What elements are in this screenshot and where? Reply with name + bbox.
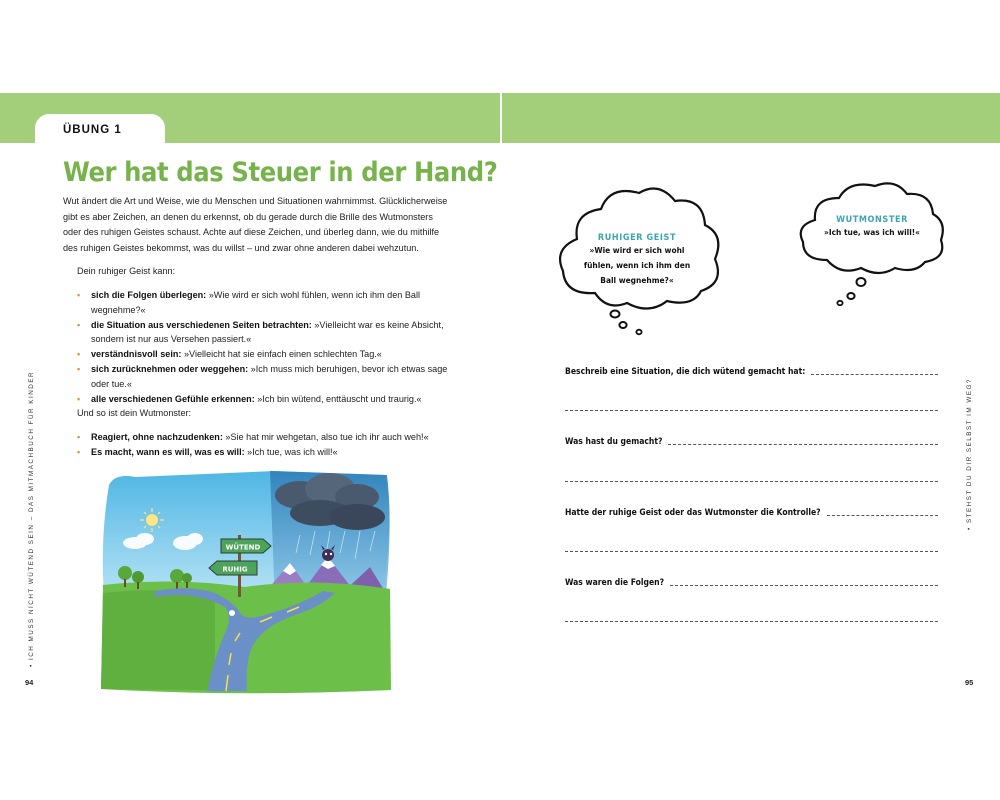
- calm-cloud-line: »Wie wird er sich wohl: [589, 245, 685, 255]
- list-item: • Es macht, wann es will, was es will: »Ich tue, was ich will!«: [77, 447, 338, 457]
- question-label: Hatte der ruhige Geist oder das Wutmonster die Kontrolle?: [565, 508, 821, 518]
- svg-text:RUHIG: RUHIG: [222, 565, 248, 574]
- question-row: [565, 508, 938, 518]
- answer-line[interactable]: [565, 621, 938, 622]
- monster-cloud-text: [807, 215, 937, 240]
- left-running-head: • ICH MUSS NICHT WÜTEND SEIN – DAS MITMACHBUCH FÜR KINDER: [28, 370, 35, 667]
- question-label: Was hast du gemacht?: [565, 437, 663, 447]
- answer-line[interactable]: [565, 481, 938, 482]
- right-running-head: • STEHST DU DIR SELBST IM WEG?: [966, 378, 973, 530]
- monster-intro: Und so ist dein Wutmonster:: [77, 408, 192, 418]
- list-item: • die Situation aus verschiedenen Seiten betrachten: »Vielleicht war es keine Absicht, sondern ist nur aus Versehen passiert.«: [77, 319, 444, 344]
- answer-line[interactable]: [565, 551, 938, 552]
- calm-list: [63, 288, 453, 407]
- calm-intro: Dein ruhiger Geist kann:: [77, 266, 176, 276]
- list-item: • alle verschiedenen Gefühle erkennen: »Ich bin wütend, enttäuscht und traurig.«: [77, 393, 422, 404]
- header-band-right: [502, 93, 1000, 143]
- answer-line[interactable]: [670, 584, 938, 586]
- monster-thought-cloud: [797, 180, 947, 306]
- question-label: Beschreib eine Situation, die dich wütend gemacht hat:: [565, 367, 806, 377]
- answer-line[interactable]: [811, 373, 938, 375]
- list-item: • sich zurücknehmen oder weggehen: »Ich muss mich beruhigen, bevor ich etwas sage oder tue.«: [77, 364, 448, 389]
- monster-list: [63, 430, 453, 460]
- answer-line[interactable]: [668, 443, 938, 445]
- question-row: [565, 578, 938, 588]
- svg-text:WÜTEND: WÜTEND: [225, 543, 261, 552]
- answer-line[interactable]: [827, 514, 938, 516]
- monster-cloud-line: »Ich tue, was ich will!«: [824, 227, 920, 237]
- sun-icon: [146, 514, 158, 526]
- page-title: Wer hat das Steuer in der Hand?: [63, 157, 498, 188]
- answer-line[interactable]: [565, 410, 938, 411]
- intro-paragraph: Wut ändert die Art und Weise, wie du Menschen und Situationen wahrnimmst. Glücklicherweise gibt es aber Zeichen, an denen du erkennst, ob du gerade durch die Brille des Wutmonsters oder des ruhigen Geistes schaust. Achte auf diese Zeichen, und überleg dann, wie du mithilfe des ruhigen Geistes bekommst, was du willst – und zwar ohne anderen dabei wehzutun.: [63, 196, 448, 253]
- left-page-number: 94: [25, 678, 34, 687]
- list-item: • Reagiert, ohne nachzudenken: »Sie hat mir wehgetan, also tue ich ihr auch weh!«: [77, 432, 429, 442]
- question-row: [565, 367, 938, 377]
- monster-cloud-heading: WUTMONSTER: [836, 215, 908, 225]
- calm-cloud-text: [567, 233, 707, 288]
- question-label: Was waren die Folgen?: [565, 578, 665, 588]
- exercise-label: ÜBUNG 1: [63, 124, 122, 136]
- list-item: • verständnisvoll sein: »Vielleicht hat sie einfach einen schlechten Tag.«: [77, 349, 382, 359]
- calm-cloud-line: Ball wegnehme?«: [600, 275, 674, 285]
- sign-calm: [209, 561, 257, 575]
- sign-angry: [221, 539, 271, 553]
- calm-cloud-heading: RUHIGER GEIST: [597, 233, 677, 243]
- question-row: [565, 437, 938, 447]
- list-item: • sich die Folgen überlegen: »Wie wird er sich wohl fühlen, wenn ich ihm den Ball wegnehme?«: [77, 290, 421, 315]
- calm-cloud-line: fühlen, wenn ich ihm den: [583, 260, 691, 270]
- right-page-number: 95: [965, 678, 974, 687]
- crossroads-illustration: [95, 465, 395, 697]
